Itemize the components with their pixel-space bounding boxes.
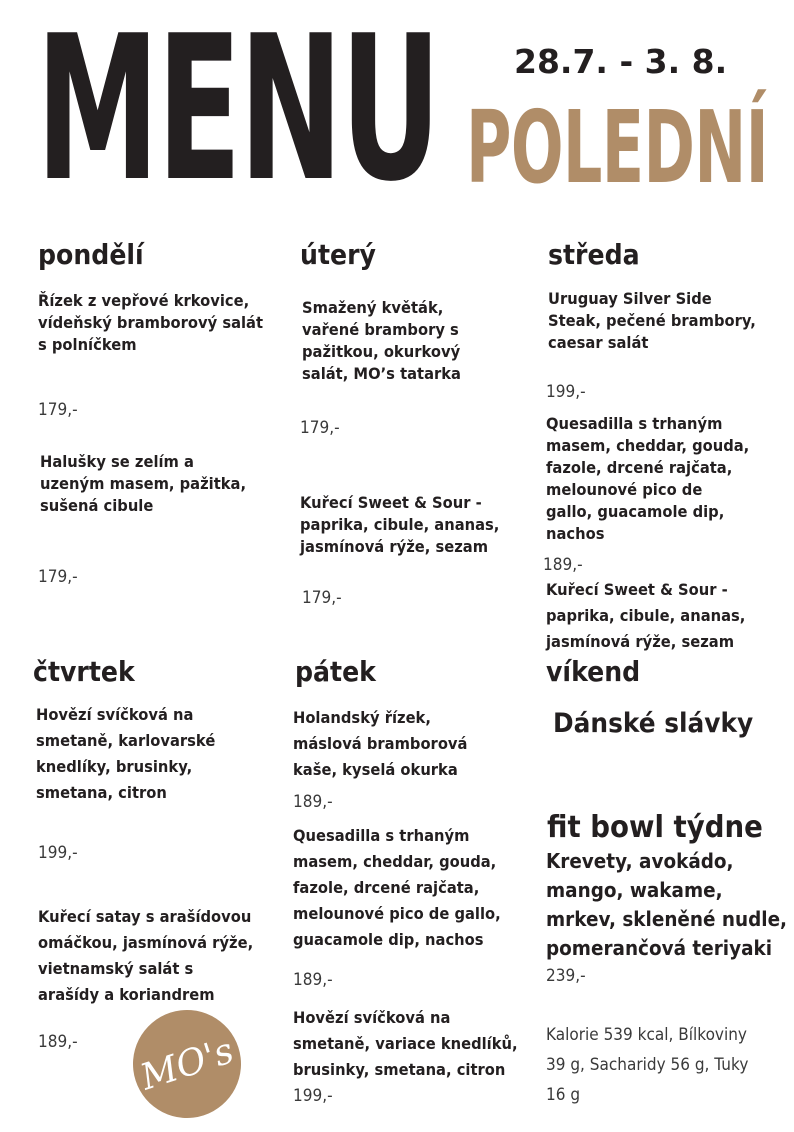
friday-price-1: 189,- [293, 792, 333, 812]
thursday-dish-2: Kuřecí satay s arašídovou omáčkou, jasmínová rýže, vietnamský salát s arašídy a koriandrem [38, 907, 254, 1004]
friday-dish-3: Hovězí svíčková na smetaně, variace knedlíků, brusinky, smetana, citron [293, 1008, 518, 1079]
monday-price-1: 179,- [38, 400, 78, 420]
fit-bowl-price: 239,- [546, 966, 586, 986]
day-heading-weekend: víkend [546, 655, 641, 688]
wednesday-dish-1: Uruguay Silver Side Steak, pečené brambory, caesar salát [548, 289, 756, 352]
thursday-dish-1: Hovězí svíčková na smetaně, karlovarské knedlíky, brusinky, smetana, citron [36, 705, 216, 802]
lunch-subtitle: POLEDNÍ [466, 89, 769, 206]
wednesday-price-1: 199,- [546, 382, 586, 402]
friday-price-2: 189,- [293, 970, 333, 990]
menu-title: MENU [36, 0, 439, 226]
fit-bowl-title: fit bowl týdne [547, 810, 763, 845]
thursday-price-2: 189,- [38, 1032, 78, 1052]
weekend-special: Dánské slávky [553, 708, 754, 739]
day-heading-tuesday: úterý [300, 238, 376, 271]
fit-bowl-description: Krevety, avokádo, mango, wakame, mrkev, skleněné nudle, pomerančová teriyaki [546, 849, 788, 960]
tuesday-price-1: 179,- [300, 418, 340, 438]
day-heading-friday: pátek [295, 655, 376, 688]
friday-price-3: 199,- [293, 1086, 333, 1106]
day-heading-thursday: čtvrtek [33, 655, 135, 688]
monday-dish-1: Řízek z vepřové krkovice, vídeňský bramborový salát s polníčkem [38, 291, 264, 354]
mos-logo: MO's [119, 996, 255, 1132]
tuesday-price-2: 179,- [302, 588, 342, 608]
day-heading-wednesday: středa [548, 238, 640, 271]
monday-price-2: 179,- [38, 567, 78, 587]
wednesday-dish-2: Quesadilla s trhaným masem, cheddar, gouda, fazole, drcené rajčata, melounové pico de gallo, guacamole dip, nachos [546, 414, 750, 543]
fit-bowl-nutrition: Kalorie 539 kcal, Bílkoviny 39 g, Sacharidy 56 g, Tuky 16 g [546, 1025, 749, 1105]
friday-dish-1: Holandský řízek, máslová bramborová kaše, kyselá okurka [293, 708, 468, 779]
day-heading-monday: pondělí [38, 238, 144, 271]
thursday-price-1: 199,- [38, 843, 78, 863]
tuesday-dish-1: Smažený květák, vařené brambory s pažitkou, okurkový salát, MO’s tatarka [302, 298, 461, 383]
friday-dish-2: Quesadilla s trhaným masem, cheddar, gouda, fazole, drcené rajčata, melounové pico de gallo, guacamole dip, nachos [293, 826, 501, 949]
tuesday-dish-2: Kuřecí Sweet & Sour - paprika, cibule, ananas, jasmínová rýže, sezam [300, 493, 500, 556]
monday-dish-2: Halušky se zelím a uzeným masem, pažitka, sušená cibule [40, 452, 247, 515]
date-range: 28.7. - 3. 8. [514, 42, 728, 81]
wednesday-price-2: 189,- [543, 555, 583, 575]
wednesday-dish-3: Kuřecí Sweet & Sour - paprika, cibule, ananas, jasmínová rýže, sezam [546, 580, 746, 651]
